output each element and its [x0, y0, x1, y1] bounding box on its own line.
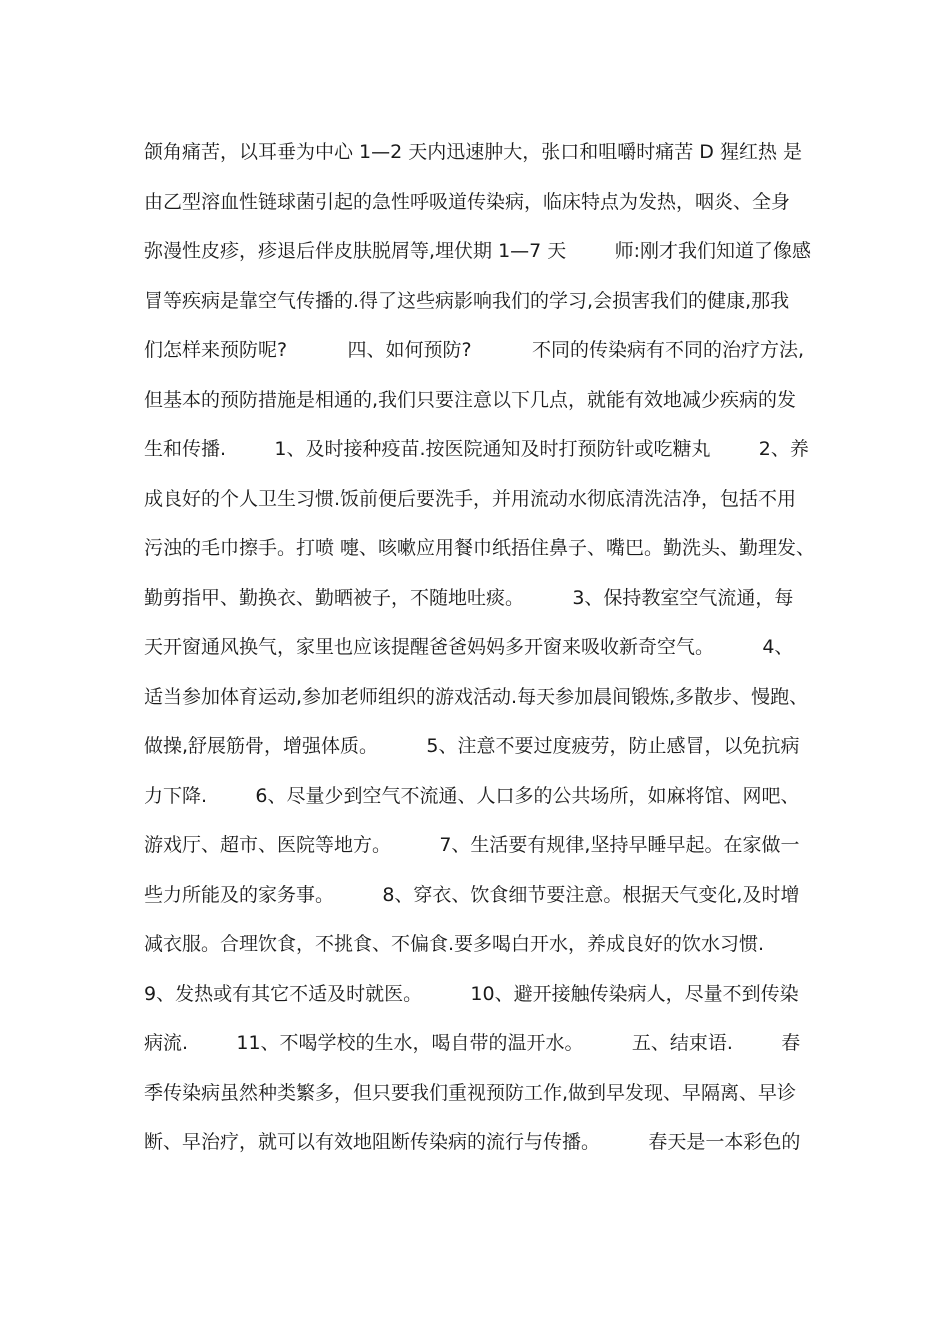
text-line: 游戏厅、超市、医院等地方。 7、生活要有规律,坚持早睡早起。在家做一 — [144, 834, 800, 856]
text-line: 污浊的毛巾擦手。打喷 嚏、咳嗽应用餐巾纸捂住鼻子、嘴巴。勤洗头、勤理发、 — [144, 537, 816, 559]
text-line: 但基本的预防措施是相通的,我们只要注意以下几点，就能有效地减少疾病的发 — [144, 388, 797, 411]
text-line: 由乙型溶血性链球菌引起的急性呼吸道传染病，临床特点为发热，咽炎、全身 — [144, 190, 791, 213]
text-line: 9、发热或有其它不适及时就医。 10、避开接触传染病人，尽量不到传染 — [144, 982, 799, 1005]
text-line: 适当参加体育运动,参加老师组织的游戏活动.每天参加晨间锻炼,多散步、慢跑、 — [144, 685, 809, 708]
text-line: 冒等疾病是靠空气传播的.得了这些病影响我们的学习,会损害我们的健康,那我 — [144, 289, 790, 312]
text-line: 断、早治疗，就可以有效地阻断传染病的流行与传播。 春天是一本彩色的 — [144, 1131, 801, 1153]
text-line: 减衣服。合理饮食，不挑食、不偏食.要多喝白开水，养成良好的饮水习惯. — [144, 933, 765, 955]
text-line: 些力所能及的家务事。 8、穿衣、饮食细节要注意。根据天气变化,及时增 — [144, 883, 800, 906]
text-line: 勤剪指甲、勤换衣、勤晒被子，不随地吐痰。 3、保持教室空气流通，每 — [144, 586, 794, 609]
text-line: 天开窗通风换气，家里也应该提醒爸爸妈妈多开窗来吸收新奇空气。 4、 — [144, 636, 794, 658]
text-line: 生和传播. 1、及时接种疫苗.按医院通知及时打预防针或吃糖丸 2、养 — [144, 438, 809, 460]
text-line: 病流. 11、不喝学校的生水，喝自带的温开水。 五、结束语. 春 — [144, 1032, 801, 1054]
text-line: 做操,舒展筋骨，增强体质。 5、注意不要过度疲劳，防止感冒，以免抗病 — [144, 735, 800, 757]
text-line: 力下降. 6、尽量少到空气不流通、人口多的公共场所，如麻将馆、网吧、 — [144, 784, 800, 807]
document-body — [144, 128, 824, 1168]
text-line: 成良好的个人卫生习惯.饭前便后要洗手，并用流动水彻底清洗洁净，包括不用 — [144, 487, 797, 510]
text-line: 弥漫性皮疹，疹退后伴皮肤脱屑等,埋伏期 1—7 天 师:刚才我们知道了像感 — [144, 240, 812, 262]
text-line: 季传染病虽然种类繁多，但只要我们重视预防工作,做到早发现、早隔离、早诊 — [144, 1081, 797, 1104]
text-line: 颌角痛苦，以耳垂为中心 1—2 天内迅速肿大，张口和咀嚼时痛苦 D 猩红热 是 — [144, 141, 803, 163]
text-line: 们怎样来预防呢? 四、如何预防? 不同的传染病有不同的治疗方法, — [144, 339, 805, 361]
